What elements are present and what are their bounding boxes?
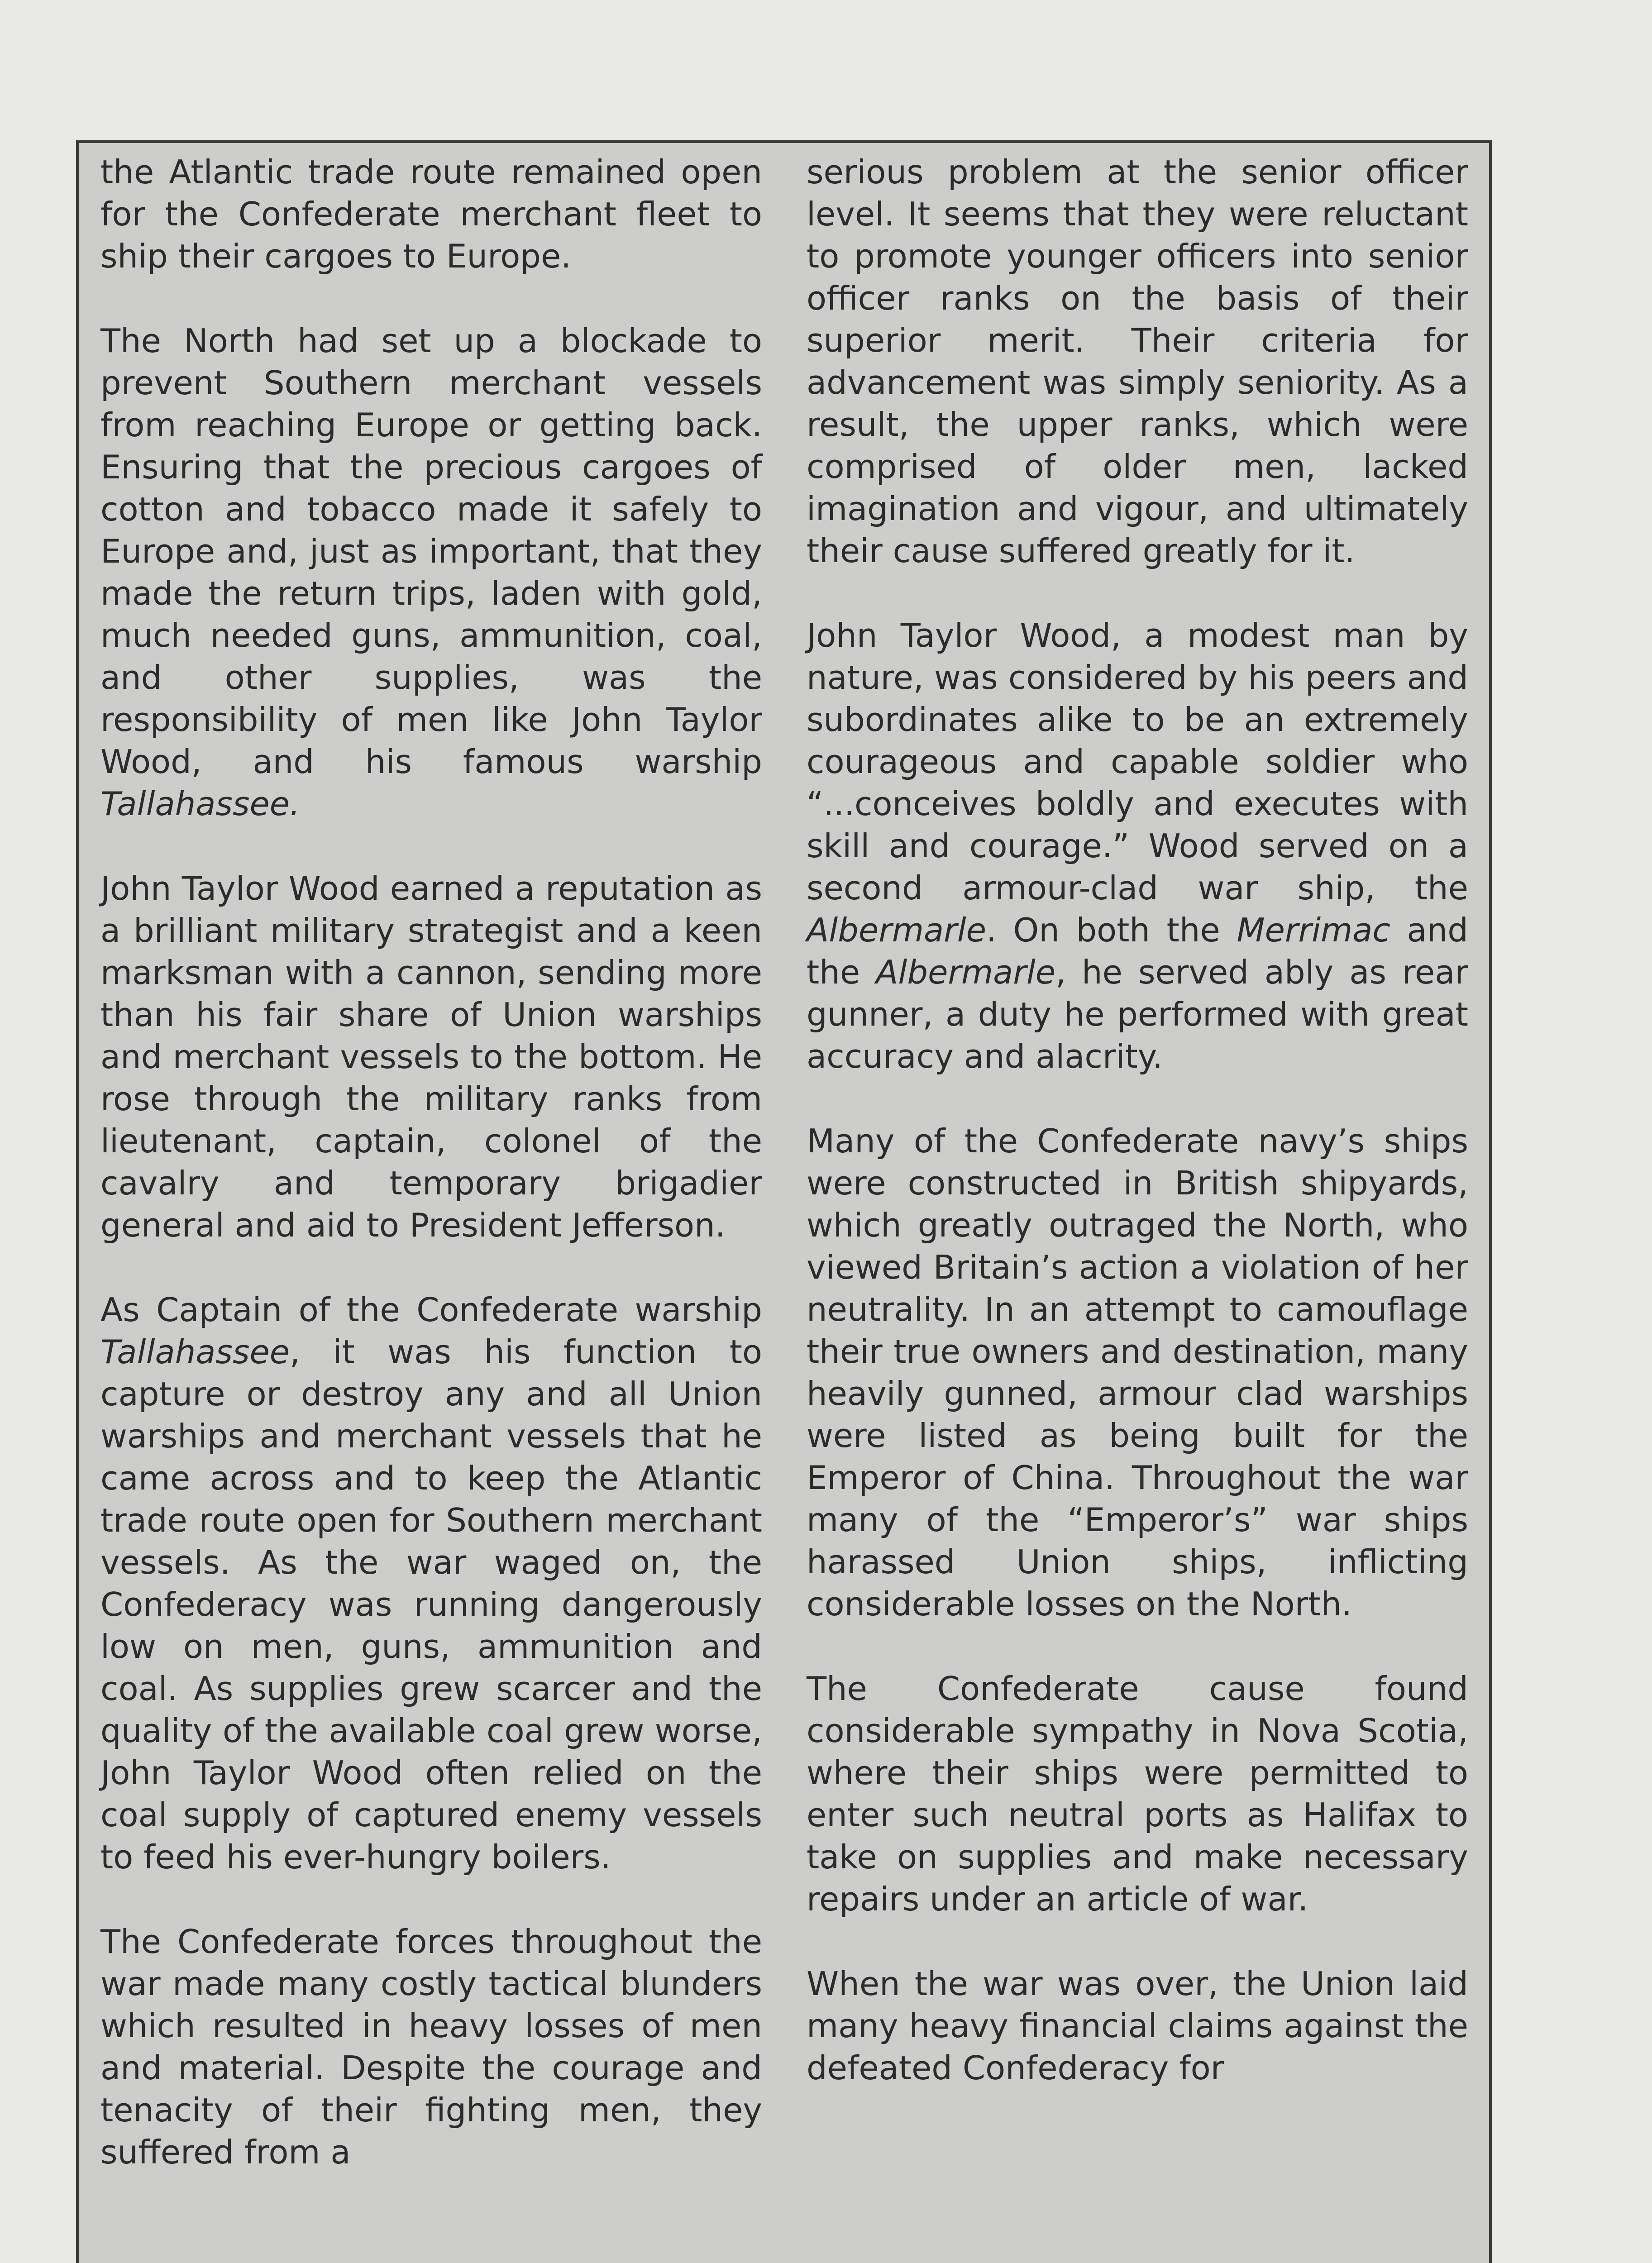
text-segment: . On both the [986,911,1237,949]
text-segment: , it was his function to capture or destroy any and all Union warships and merchant vessels that he came across and to keep the Atlantic trade route open for Southern merchant vessels. As the war waged on, the Confederacy was running dangerously low on men, guns, ammunition and coal. As supplies grew scarcer and the quality of the available coal grew worse, John Taylor Wood often relied on the coal supply of captured enemy vessels to feed his ever-hungry boilers. [100,1333,762,1876]
italic-text: Albermarle [876,953,1056,991]
paragraph [100,1921,762,2173]
paragraph [100,320,762,825]
paragraph [100,151,762,277]
italic-text: Albermarle [807,911,987,949]
text-segment: The Confederate forces throughout the war made many costly tactical blunders which resulted in heavy losses of men and material. Despite the courage and tenacity of their fighting men, they suffered from a [100,1923,762,2171]
text-segment: As Captain of the Confederate warship [100,1291,762,1329]
paragraph [100,868,762,1246]
text-segment: The North had set up a blockade to prevent Southern merchant vessels from reaching Europe or getting back. Ensuring that the precious cargoes of cotton and tobacco made it safely to Europe and, just as important, that they made the return trips, laden with gold, much needed guns, ammunition, coal, and other supplies, was the responsibility of men like John Taylor Wood, and his famous warship [100,322,762,781]
paragraph [807,1668,1468,1920]
paragraph [807,1120,1468,1625]
text-segment: The Confederate cause found considerable sympathy in Nova Scotia, where their ships were permitted to enter such neutral ports as Halifax to take on supplies and make necessary repairs under an article of war. [807,1670,1468,1918]
text-segment: serious problem at the senior officer level. It seems that they were reluctant to promote younger officers into senior officer ranks on the basis of their superior merit. Their criteria for advancement was simply seniority. As a result, the upper ranks, which were comprised of older men, lacked imagination and vigour, and ultimately their cause suffered greatly for it. [807,153,1468,570]
paragraph [807,151,1468,572]
text-segment: , he served ably as rear gunner, a duty he performed with great accuracy and alacrity. [807,953,1468,1075]
text-segment: Many of the Confederate navy’s ships were constructed in British shipyards, which greatly outraged the North, who viewed Britain’s action a violation of her neutrality. In an attempt to camouflage their true owners and destination, many heavily gunned, armour clad warships were listed as being built for the Emperor of China. Throughout the war many of the “Emperor’s” war ships harassed Union ships, inflicting considerable losses on the North. [807,1122,1468,1623]
paragraph [100,1289,762,1878]
text-segment: the Atlantic trade route remained open for the Confederate merchant fleet to ship their cargoes to Europe. [100,153,762,275]
italic-text: Tallahassee. [100,785,300,823]
italic-text: Tallahassee [100,1333,290,1371]
left-column [100,151,762,2173]
paragraph [807,615,1468,1078]
text-segment: When the war was over, the Union laid many heavy financial claims against the defeated Confederacy for [807,1965,1468,2087]
text-segment: John Taylor Wood, a modest man by nature, was considered by his peers and subordinates alike to be an extremely courageous and capable soldier who “...conceives boldly and executes with skill and courage.” Wood served on a second armour-clad war ship, the [807,616,1468,907]
paragraph [807,1963,1468,2089]
italic-text: Merrimac [1237,911,1390,949]
text-segment: John Taylor Wood earned a reputation as a brilliant military strategist and a keen marksman with a cannon, sending more than his fair share of Union warships and merchant vessels to the bottom. He rose through the military ranks from lieutenant, captain, colonel of the cavalry and temporary brigadier general and aid to President Jefferson. [100,869,762,1244]
text-segment: and the [807,911,1469,991]
article-text-box [76,140,1492,2263]
right-column [807,151,1468,2089]
